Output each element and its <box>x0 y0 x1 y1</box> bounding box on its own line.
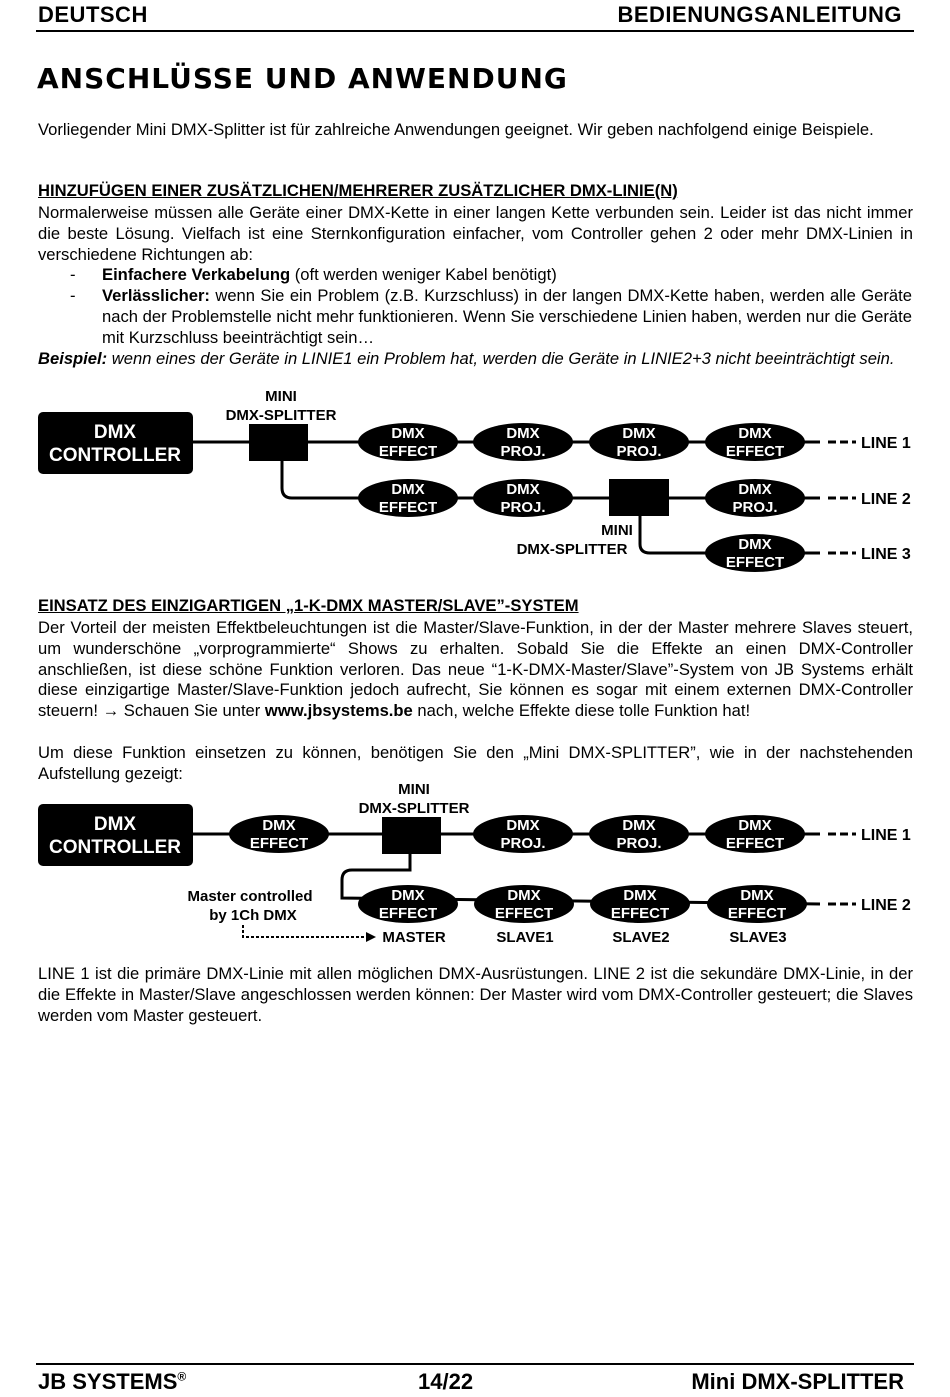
svg-text:EFFECT: EFFECT <box>727 905 787 922</box>
svg-text:DMX: DMX <box>622 425 656 442</box>
diagram1-splitter-box <box>249 424 308 461</box>
diagram2-line2-devices <box>358 885 807 923</box>
diagram2-line2-label: LINE 2 <box>861 897 911 914</box>
bullet2-bold: Verlässlicher: <box>102 286 210 305</box>
diagram2-line1-label: LINE 1 <box>861 827 911 844</box>
diagram2-dashes <box>828 834 856 904</box>
bullet2-rest: wenn Sie ein Problem (z.B. Kurzschluss) in der langen DMX-Kette haben, werden alle Geräte nach der Problemstelle nicht mehr funktionieren. Wenn Sie verschiedene Linien haben, werden nur die Geräte mit Kurzschluss beeinträchtigt sein… <box>102 286 912 347</box>
intro-paragraph: Vorliegender Mini DMX-Splitter ist für zahlreiche Anwendungen geeignet. Wir geben nachfolgend einige Beispiele. <box>38 120 874 139</box>
svg-text:PROJ.: PROJ. <box>500 443 546 460</box>
diagram2-splitter-box <box>382 817 441 854</box>
diagram1-controller-line1: DMX <box>93 422 137 443</box>
svg-text:DMX: DMX <box>391 425 425 442</box>
diagram2-slave1-label: SLAVE1 <box>496 929 554 946</box>
svg-text:PROJ.: PROJ. <box>616 443 662 460</box>
bullet-more-reliable: - Verlässlicher: wenn Sie ein Problem (z.B. Kurzschluss) in der langen DMX-Kette haben, werden alle Geräte nach der Problemstelle nicht mehr funktionieren. Wenn Sie verschiedene Linien haben, werden nur die Geräte mit Kurzschluss beeinträchtigt sein… <box>70 286 912 347</box>
example-text: wenn eines der Geräte in LINIE1 ein Problem hat, werden die Geräte in LINIE2+3 nicht beeinträchtigt sein. <box>107 349 895 368</box>
jbsystems-link[interactable]: www.jbsystems.be <box>264 701 413 721</box>
section1-heading: HINZUFÜGEN EINER ZUSÄTZLICHEN/MEHRERER ZUSÄTZLICHER DMX-LINIE(N) <box>38 181 678 200</box>
svg-text:DMX: DMX <box>507 887 541 904</box>
section2-text1: Der Vorteil der meisten Effektbeleuchtungen ist die Master/Slave-Funktion, in der der Master mehrere Slaves steuert, um wunderschöne „vorprogrammierte“ Shows zu erhalten. Sobald Sie die Effekte an einen DMX-Controller anschließen, ist diese schöne Funktion verloren. Das neue “1-K-DMX-Master/Slave”-System von JB Systems erhält diese einzigartige Master/Slave-Funktion jedoch aufrecht, Sie können es sogar mit einem externen DMX-Controller steuern! → Schauen Sie unter <box>38 618 913 721</box>
footer-brand-name: JB SYSTEMS <box>38 1369 178 1394</box>
diagram2-slave2-label: SLAVE2 <box>612 929 670 946</box>
svg-text:EFFECT: EFFECT <box>378 905 438 922</box>
svg-text:DMX: DMX <box>506 425 540 442</box>
example-paragraph <box>38 349 913 370</box>
diagram2-splitter-label-mini: MINI <box>398 781 430 798</box>
diagram2-master-ctrl-line1: Master controlled <box>187 888 313 905</box>
closing-paragraph: LINE 1 ist die primäre DMX-Linie mit allen möglichen DMX-Ausrüstungen. LINE 2 ist die sekundäre DMX-Linie, in der die Effekte in Master/Slave angeschlossen werden können: Der Master wird vom DMX-Controller gesteuert; die Slaves werden vom Master gesteuert. <box>38 964 913 1025</box>
diagram2-master-arrow-line <box>243 925 366 937</box>
bullet-simpler-cabling: - Einfachere Verkabelung (oft werden weniger Kabel benötigt) <box>70 265 557 284</box>
footer-rule <box>36 1363 914 1365</box>
svg-text:PROJ.: PROJ. <box>500 835 546 852</box>
example-label: Beispiel: <box>38 349 108 368</box>
svg-text:DMX: DMX <box>738 817 772 834</box>
svg-text:DMX: DMX <box>738 536 772 553</box>
diagram2-splitter-label: DMX-SPLITTER <box>358 800 470 817</box>
diagram-master-slave <box>0 772 950 952</box>
svg-text:PROJ.: PROJ. <box>500 499 546 516</box>
svg-text:DMX: DMX <box>623 887 657 904</box>
header-rule <box>36 30 914 32</box>
svg-text:DMX: DMX <box>262 817 296 834</box>
svg-text:EFFECT: EFFECT <box>725 554 785 571</box>
footer-page-number: 14/22 <box>418 1369 474 1394</box>
svg-text:DMX: DMX <box>391 887 425 904</box>
diagram1-line3-label: LINE 3 <box>861 546 911 563</box>
diagram1-splitter-label: DMX-SPLITTER <box>225 407 337 424</box>
footer-product: Mini DMX-SPLITTER <box>691 1369 904 1394</box>
svg-text:EFFECT: EFFECT <box>494 905 554 922</box>
svg-text:DMX: DMX <box>506 817 540 834</box>
svg-text:EFFECT: EFFECT <box>725 443 785 460</box>
svg-text:PROJ.: PROJ. <box>732 499 778 516</box>
diagram2-master-arrow-head <box>366 932 376 942</box>
diagram2-controller-line1: DMX <box>93 814 137 835</box>
svg-text:PROJ.: PROJ. <box>616 835 662 852</box>
bullet1-bold: Einfachere Verkabelung <box>102 265 291 284</box>
footer-brand <box>38 1369 186 1395</box>
bullet1-rest: (oft werden weniger Kabel benötigt) <box>290 265 557 284</box>
diagram1-splitter2-box <box>609 479 669 516</box>
diagram1-splitter2-label: DMX-SPLITTER <box>516 541 628 558</box>
svg-text:EFFECT: EFFECT <box>249 835 309 852</box>
diagram2-line1-devices <box>229 815 805 853</box>
diagram1-line3-devices <box>705 534 805 572</box>
diagram1-splitter-label-mini: MINI <box>265 388 297 405</box>
diagram2-controller-line2: CONTROLLER <box>49 837 181 858</box>
footer-registered-mark: ® <box>177 1369 187 1384</box>
svg-text:DMX: DMX <box>391 481 425 498</box>
diagram-star-configuration <box>0 380 950 580</box>
svg-text:EFFECT: EFFECT <box>378 443 438 460</box>
svg-text:DMX: DMX <box>622 817 656 834</box>
diagram1-splitter2-label-mini: MINI <box>601 522 633 539</box>
section2-setup-text: Um diese Funktion einsetzen zu können, benötigen Sie den „Mini DMX-SPLITTER”, wie in der nachstehenden Aufstellung gezeigt: <box>38 743 913 783</box>
header-manual-title: BEDIENUNGSANLEITUNG <box>617 2 902 27</box>
svg-text:DMX: DMX <box>506 481 540 498</box>
section2-heading: EINSATZ DES EINZIGARTIGEN „1-K-DMX MASTER/SLAVE”-SYSTEM <box>38 596 579 615</box>
diagram2-master-ctrl-line2: by 1Ch DMX <box>209 907 297 924</box>
page-title: ANSCHLÜSSE UND ANWENDUNG <box>37 62 568 95</box>
svg-text:DMX: DMX <box>738 481 772 498</box>
svg-text:DMX: DMX <box>738 425 772 442</box>
diagram1-dashes <box>828 442 856 553</box>
diagram1-controller-line2: CONTROLLER <box>49 445 181 466</box>
diagram1-line2-label: LINE 2 <box>861 491 911 508</box>
svg-text:DMX: DMX <box>740 887 774 904</box>
header-language: DEUTSCH <box>38 2 148 27</box>
diagram2-master-label: MASTER <box>382 929 446 946</box>
section2-text <box>38 618 913 722</box>
section1-text: Normalerweise müssen alle Geräte einer DMX-Kette in einer langen Kette verbunden sein. Leider ist das nicht immer die beste Lösung. Vielfach ist eine Sternkonfiguration einfacher, vom Controller gehen 2 oder mehr DMX-Linien in verschiedene Richtungen ab: <box>38 203 913 264</box>
section2-text2: nach, welche Effekte diese tolle Funktion hat! <box>412 701 751 721</box>
svg-text:EFFECT: EFFECT <box>610 905 670 922</box>
diagram1-line1-label: LINE 1 <box>861 435 911 452</box>
diagram2-slave3-label: SLAVE3 <box>729 929 787 946</box>
svg-text:EFFECT: EFFECT <box>725 835 785 852</box>
svg-text:EFFECT: EFFECT <box>378 499 438 516</box>
